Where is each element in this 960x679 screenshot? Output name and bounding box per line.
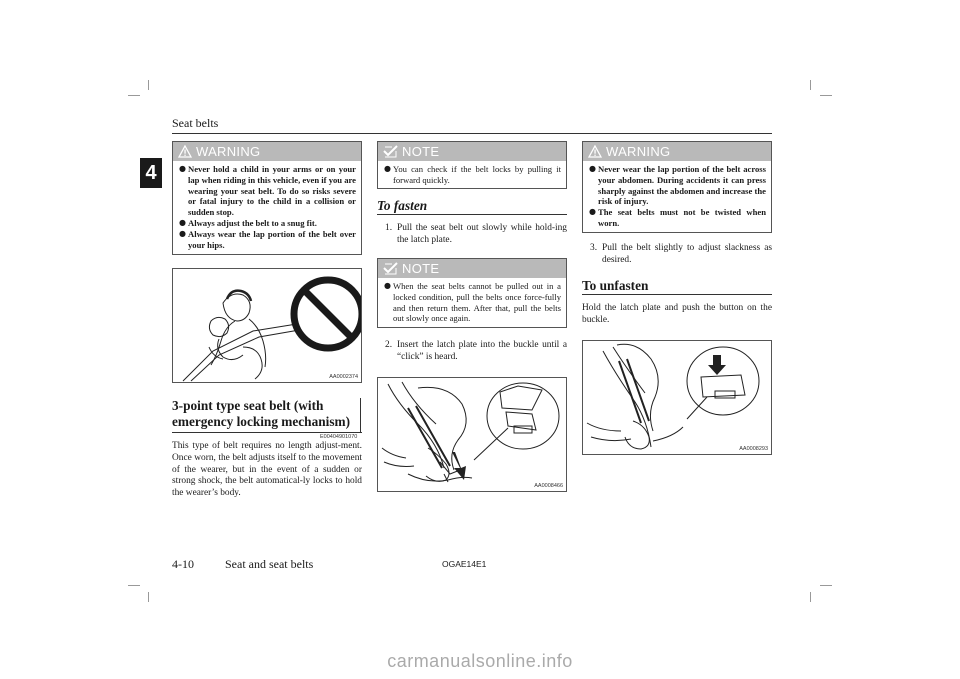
warning-label: WARNING <box>196 144 261 159</box>
section-heading-rule <box>172 432 362 433</box>
warning-item: ● Never hold a child in your arms or on your lap when riding in this vehicle, even if you are wearing your seat belt. To do so risks severe or fatal injury to the child in a collision or sudden stop. <box>179 164 356 218</box>
crop-mark <box>128 95 140 96</box>
figure-code: AA0008293 <box>739 446 768 452</box>
to-unfasten-body: Hold the latch plate and push the button on the buckle. <box>582 303 772 325</box>
section-code: E00404901070 <box>320 434 358 440</box>
crop-mark <box>820 585 832 586</box>
crop-mark <box>148 592 149 602</box>
warning-label: WARNING <box>606 144 671 159</box>
warning-triangle-icon <box>178 145 192 158</box>
bullet-icon: ● <box>384 281 391 290</box>
warning-box-right <box>582 141 772 233</box>
note-check-icon <box>383 145 398 158</box>
bullet-icon: ● <box>179 164 186 173</box>
warning-item: ● The seat belts must not be twisted when worn. <box>589 207 766 228</box>
watermark: carmanualsonline.info <box>387 651 573 671</box>
header-rule <box>172 133 772 134</box>
note-box-2 <box>377 258 567 328</box>
unfasten-buckle-illustration <box>583 341 771 454</box>
note-header <box>378 142 566 161</box>
warning-item: ● Always wear the lap portion of the belt over your hips. <box>179 228 356 250</box>
crop-mark <box>810 80 811 90</box>
page-header-title: Seat belts <box>172 116 219 130</box>
to-fasten-rule <box>377 214 567 215</box>
note-check-icon <box>383 262 398 275</box>
footer-doc-code: OGAE14E1 <box>442 559 487 569</box>
to-unfasten-heading: To unfasten <box>582 278 649 293</box>
warning-item: ● Always adjust the belt to a snug fit. <box>179 217 317 228</box>
note-label: NOTE <box>402 144 440 159</box>
note-box-1 <box>377 141 567 189</box>
warning-header <box>173 142 361 161</box>
section-body: This type of belt requires no length adjust-ment. Once worn, the belt adjusts itself to the movement of the wearer, but in the event of a sudden or strong shock, the belt automatical-ly locks to hold the wearer’s body. <box>172 441 362 499</box>
step-3: 3. Pull the belt slightly to adjust slackness as desired. <box>590 243 772 265</box>
crop-mark <box>128 585 140 586</box>
warning-header <box>583 142 771 161</box>
footer-page-number: 4-10 <box>172 557 194 571</box>
step-2: 2. Insert the latch plate into the buckle until a “click” is heard. <box>385 340 567 362</box>
warning-item: ● Never wear the lap portion of the belt across your abdomen. During accidents it can press sharply against the abdomen and increase the risk of injury. <box>589 164 766 207</box>
insert-latch-illustration <box>378 378 566 491</box>
bullet-icon: ● <box>589 207 596 217</box>
to-unfasten-rule <box>582 294 772 295</box>
footer-chapter-title: Seat and seat belts <box>225 557 314 571</box>
bullet-icon: ● <box>179 217 186 227</box>
bullet-icon: ● <box>179 228 186 238</box>
figure-insert-latch <box>377 377 567 492</box>
note-label: NOTE <box>402 261 440 276</box>
note-header <box>378 259 566 278</box>
figure-code: AA0002374 <box>329 374 358 380</box>
to-fasten-heading: To fasten <box>377 198 428 213</box>
warning-triangle-icon <box>588 145 602 158</box>
crop-mark <box>148 80 149 90</box>
warning-box-left <box>172 141 362 255</box>
crop-mark <box>820 95 832 96</box>
crop-mark <box>810 592 811 602</box>
note-item: ● When the seat belts cannot be pulled out in a locked condition, pull the belts once force-fully and then return them. After that, pull the belts out slowly once again. <box>384 281 561 324</box>
section-heading: 3-point type seat belt (with emergency locking mechanism) <box>172 398 350 429</box>
bullet-icon: ● <box>384 164 391 173</box>
step-1: 1. Pull the seat belt out slowly while hold-ing the latch plate. <box>385 223 567 245</box>
figure-code: AA0008466 <box>534 483 563 489</box>
chapter-tab: 4 <box>140 158 162 188</box>
section-heading-bracket <box>360 398 361 432</box>
note-item: ● You can check if the belt locks by pulling it forward quickly. <box>384 164 561 185</box>
figure-child-in-lap <box>172 268 362 383</box>
figure-unfasten-buckle <box>582 340 772 455</box>
bullet-icon: ● <box>589 164 596 173</box>
child-in-lap-illustration <box>173 269 361 382</box>
